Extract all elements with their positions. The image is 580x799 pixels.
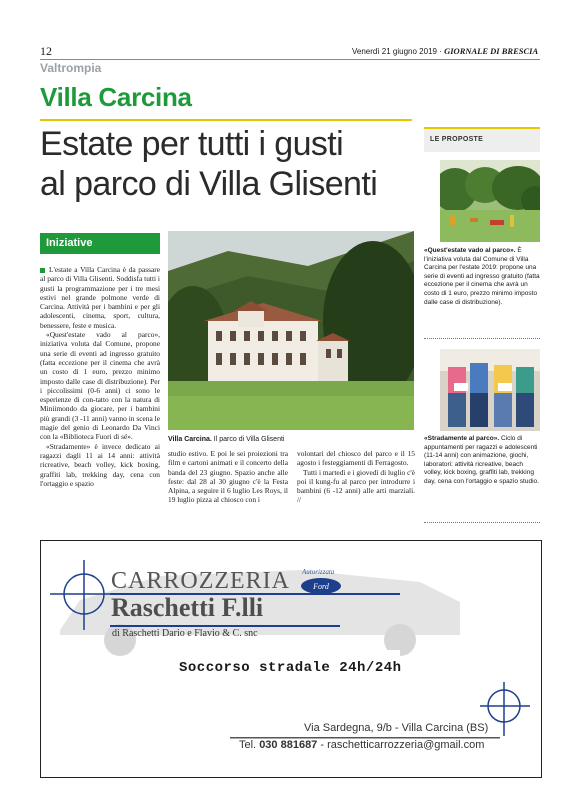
newspaper-name: GIORNALE DI BRESCIA — [444, 46, 539, 56]
paragraph-text: L'estate a Villa Carcina è da passare al parco di Villa Glisenti. Soddisfa tutti i gusti la programmazione per i tre mesi estivi nel grande polmone verde di Carcina. Attività per i bambini e per gli adolescenti, cinema, sport, cultura, benessere, feste e musica. — [40, 265, 160, 330]
ad-subtitle: di Raschetti Dario e Flavio & C. snc — [112, 628, 258, 639]
ad-contact — [239, 739, 484, 751]
headline-line-2: al parco di Villa Glisenti — [40, 165, 378, 203]
ad-title: CARROZZERIA — [111, 568, 290, 594]
sidebar-heading-box — [424, 127, 540, 152]
iniziative-label: Iniziative — [46, 237, 93, 249]
sidebar-divider — [424, 338, 540, 339]
section-label: Valtrompia — [40, 61, 102, 75]
ad-service: Soccorso stradale 24h/24h — [179, 660, 402, 676]
villa-glisenti-photo — [168, 231, 414, 430]
headline — [40, 124, 420, 204]
article-paragraph — [40, 265, 160, 330]
date-line — [352, 46, 538, 56]
ford-brand-text: Ford — [313, 582, 329, 591]
phone-number: 030 881687 — [259, 739, 318, 751]
sidebar-item-1-title: «Quest'estate vado al parco». — [424, 247, 516, 254]
article-paragraph: volontari del chiosco del parco e il 15 agosto i festeggiamenti di Ferragosto. — [297, 449, 415, 468]
headline-line-1: Estate per tutti i gusti — [40, 125, 344, 163]
sidebar-item-1 — [424, 247, 542, 307]
yellow-rule — [40, 119, 412, 121]
publication-date: Venerdì 21 giugno 2019 — [352, 47, 437, 56]
caption-text: Il parco di Villa Glisenti — [211, 436, 285, 443]
sidebar-divider — [424, 522, 540, 523]
park-playground-photo — [440, 160, 540, 242]
ad-authorized-label: Autorizzata — [302, 568, 335, 576]
sidebar-item-2-title: «Stradamente al parco». — [424, 435, 500, 442]
sidebar-heading: LE PROPOSTE — [430, 136, 484, 143]
ad-address: Via Sardegna, 9/b - Villa Carcina (BS) — [304, 722, 489, 734]
article-paragraph: «Stradamente» è invece dedicato ai ragazzi dagli 11 ai 14 anni: attività ricreative, beach volley, kick boxing, graffiti lab, trekking day, cena con l'ortaggio e spazio — [40, 441, 160, 488]
date-separator: · — [439, 47, 442, 56]
iniziative-label-box — [40, 233, 160, 254]
article-column-2 — [168, 449, 288, 505]
kids-reading-photo — [440, 349, 540, 431]
sidebar-item-2-text: Ciclo di appuntamenti per ragazzi e adolescenti (11-14 anni) con animazione, giochi, laboratori: attività ricreative, beach volley, kick boxing, graffiti lab, trekking day, cena con l'ortaggio e spazio studio. — [424, 435, 539, 485]
article-paragraph: studio estivo. E poi le sei proiezioni tra film e cartoni animati e il concerto della banda del 23 giugno. Spazio anche alle feste: dal 28 al 30 giugno c'è la Festa Alpina, a seguire il 6 luglio Les Roys, il 19 luglio pizza al chiosco con i — [168, 449, 288, 505]
ad-company-name: Raschetti F.lli — [111, 593, 264, 622]
page-number: 12 — [40, 44, 52, 58]
top-rule — [40, 59, 540, 60]
caption-label: Villa Carcina. — [168, 436, 212, 443]
email-text: - raschetticarrozzeria@gmail.com — [317, 739, 485, 751]
kicker: Villa Carcina — [40, 82, 192, 112]
sidebar-item-2 — [424, 435, 542, 487]
bullet-square-icon — [40, 268, 45, 273]
article-column-3 — [297, 449, 415, 505]
sidebar-item-1-text: È l'iniziativa voluta dal Comune di Villa Carcina per l'estate 2019: propone una serie di eventi ad ingresso gratuito (fatta eccezione per il cinema che avrà un costo di 1 euro, prezzo minimo imposto dalle case di distribuzione). — [424, 247, 540, 306]
tel-label: Tel. — [239, 739, 260, 751]
photo-caption — [168, 436, 284, 443]
article-paragraph: Tutti i martedì e i giovedì di luglio c'è poi il kung-fu al parco per introdurre i bambini (6 -12 anni) alle arti marziali. // — [297, 467, 415, 505]
article-column-1 — [40, 265, 160, 488]
article-paragraph: «Quest'estate vado al parco», iniziativa voluta dal Comune, propone una serie di eventi ad ingresso gratuito (fatta eccezione per il cinema che avrà un costo di 1 euro, prezzo minimo imposto dalle case di distribuzione). Per i piccolissimi (0-6 anni) ci sono le esperienze di con-tatto con la natura di Miniimondo da giocare, per i bambini più grandi (3 -11 anni) vanno in scena le magie del genio di Leonardo Da Vinci con la «Biblioteca Fuori di sé». — [40, 330, 160, 442]
